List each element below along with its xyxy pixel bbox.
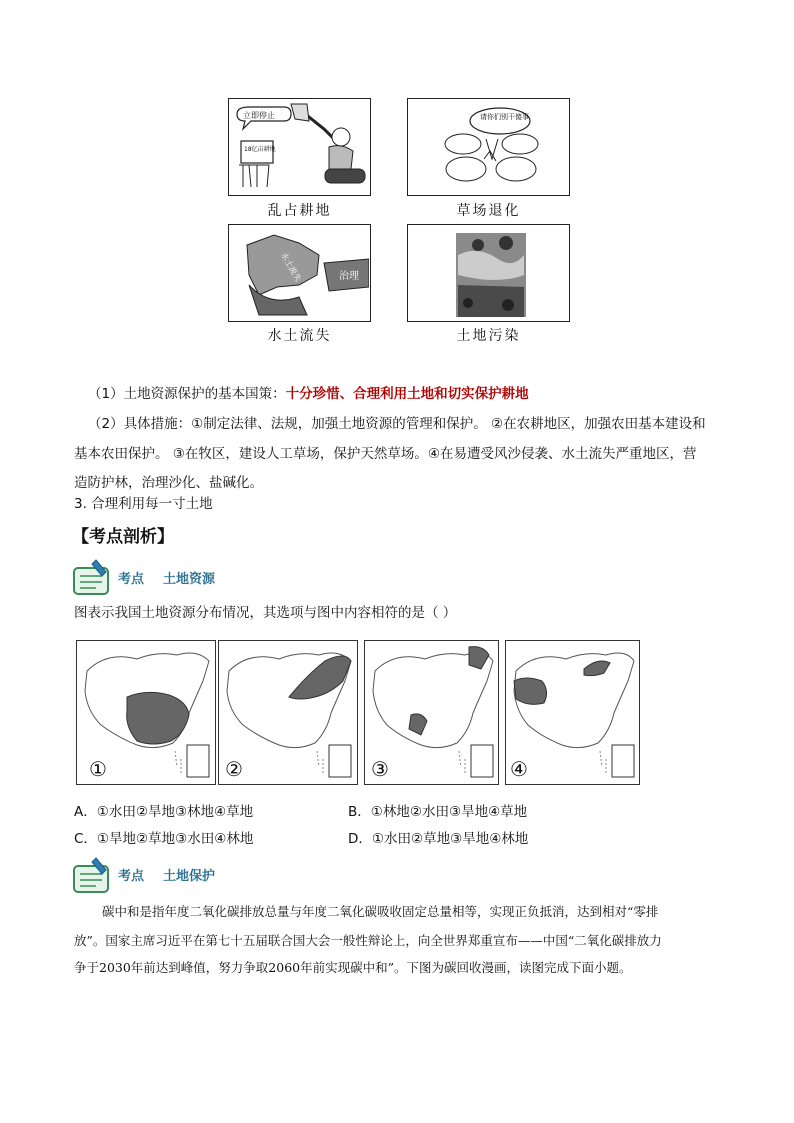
board-text: 18亿亩耕地 bbox=[244, 146, 276, 153]
section-title: 【考点剖析】 bbox=[72, 527, 174, 547]
map-4 bbox=[505, 640, 640, 785]
cartoon-panel-4 bbox=[407, 224, 570, 322]
cartoon-panel-1 bbox=[228, 98, 371, 196]
policy-item-1-highlight: 十分珍惜、合理利用土地和切实保护耕地 bbox=[285, 386, 529, 402]
map-2-number: ② bbox=[225, 757, 243, 781]
passage-line-1: 碳中和是指年度二氧化碳排放总量与年度二氧化碳吸收固定总量相等，实现正负抵消，达到相对“零排 bbox=[102, 904, 659, 919]
option-d[interactable]: D．①水田②草地③旱地④林地 bbox=[348, 831, 529, 847]
policy-item-2-line-1: （2）具体措施：①制定法律、法规，加强土地资源的管理和保护。 ②在农耕地区，加强农田基本建设和 bbox=[88, 416, 706, 432]
flag-text: 治理 bbox=[339, 271, 359, 282]
cartoon-panel-3 bbox=[228, 224, 371, 322]
rock-text: 水土流失 bbox=[279, 251, 303, 284]
excavator-illustration bbox=[229, 99, 369, 194]
map-1 bbox=[76, 640, 216, 785]
option-c[interactable]: C．①旱地②草地③水田④林地 bbox=[74, 831, 254, 847]
notebook-icon bbox=[72, 856, 112, 896]
kaodian-1-label: 考点 bbox=[118, 572, 145, 587]
map-3-number: ③ bbox=[371, 757, 389, 781]
soil-erosion-illustration bbox=[229, 225, 369, 320]
policy-item-2-line-3: 造防护林，治理沙化、盐碱化。 bbox=[74, 475, 263, 491]
kaodian-2-topic: 土地保护 bbox=[163, 869, 216, 884]
passage-line-3: 争于2030年前达到峰值，努力争取2060年前实现碳中和”。下图为碳回收漫画，读图完成下面小题。 bbox=[74, 960, 632, 975]
map-4-number: ④ bbox=[510, 757, 528, 781]
policy-item-3: 3. 合理利用每一寸土地 bbox=[74, 496, 213, 512]
cartoon-caption-4: 土地污染 bbox=[456, 328, 521, 344]
policy-item-2-line-2: 基本农田保护。 ③在牧区，建设人工草场，保护天然草场。④在易遭受风沙侵袭、水土流失严重地区，营 bbox=[74, 446, 697, 462]
map-1-number: ① bbox=[89, 757, 107, 781]
policy-item-1-prefix: （1）土地资源保护的基本国策： bbox=[88, 386, 286, 402]
map-3 bbox=[364, 640, 499, 785]
speech-bubble-text: 请你们别干傻事 bbox=[480, 113, 529, 121]
policy-item-1 bbox=[88, 384, 529, 404]
kaodian-2-label: 考点 bbox=[118, 869, 145, 884]
option-a[interactable]: A．①水田②旱地③林地④草地 bbox=[74, 804, 254, 820]
option-b[interactable]: B．①林地②水田③旱地④草地 bbox=[348, 804, 528, 820]
land-pollution-illustration bbox=[408, 225, 568, 320]
notebook-icon bbox=[72, 558, 112, 598]
cartoon-panel-2 bbox=[407, 98, 570, 196]
passage-line-2: 放”。国家主席习近平在第七十五届联合国大会一般性辩论上，向全世界郑重宣布——中国“二氧化碳排放力 bbox=[74, 933, 662, 948]
cartoon-caption-3: 水土流失 bbox=[267, 328, 332, 344]
cartoon-caption-1: 乱占耕地 bbox=[267, 203, 332, 219]
map-2 bbox=[218, 640, 358, 785]
sign-text: 立即停止 bbox=[243, 111, 275, 120]
question-text: 图表示我国土地资源分布情况，其选项与图中内容相符的是（ ） bbox=[74, 605, 457, 621]
cartoon-caption-2: 草场退化 bbox=[456, 203, 521, 219]
kaodian-1-topic: 土地资源 bbox=[163, 572, 216, 587]
grassland-illustration bbox=[408, 99, 568, 194]
